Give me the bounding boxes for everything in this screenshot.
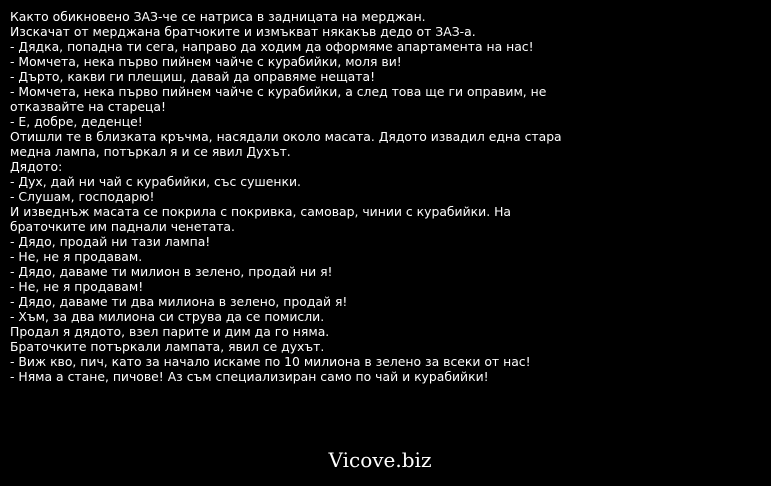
joke-line: Както обикновено ЗАЗ-че се натриса в задницата на мерджан.: [10, 9, 426, 24]
joke-line: - Слушам, господарю!: [10, 189, 155, 204]
joke-text: [10, 9, 562, 384]
joke-line: - Дядо, продай ни тази лампа!: [10, 234, 211, 249]
joke-line: - Момчета, нека първо пийнем чайче с курабийки, а след това ще ги оправим, не: [10, 84, 547, 99]
joke-line: Браточките потъркали лампата, явил се духът.: [10, 339, 325, 354]
joke-line: Изскачат от мерджана братчоките и измъкват някакъв дедо от ЗАЗ-а.: [10, 24, 476, 39]
joke-line: - Виж кво, пич, като за начало искаме по 10 милиона в зелено за всеки от нас!: [10, 354, 531, 369]
joke-line: - Не, не я продавам.: [10, 249, 143, 264]
joke-line: - Дърто, какви ги плещиш, давай да оправяме нещата!: [10, 69, 376, 84]
joke-line: Продал я дядото, взел парите и дим да го няма.: [10, 324, 330, 339]
joke-line: - Няма а стане, пичове! Аз съм специализиран само по чай и курабийки!: [10, 369, 489, 384]
joke-line: - Дядо, даваме ти милион в зелено, продай ни я!: [10, 264, 333, 279]
joke-line: Дядото:: [10, 159, 63, 174]
joke-line: - Дядка, попадна ти сега, направо да ходим да оформяме апартамента на нас!: [10, 39, 534, 54]
joke-line: - Момчета, нека първо пийнем чайче с курабийки, моля ви!: [10, 54, 402, 69]
joke-line: - Е, добре, деденце!: [10, 114, 143, 129]
joke-line: И изведнъж масата се покрила с покривка, самовар, чинии с курабийки. На: [10, 204, 511, 219]
joke-line: Отишли те в близката кръчма, насядали около масата. Дядото извадил една стара: [10, 129, 562, 144]
joke-line: - Хъм, за два милиона си струва да се помисли.: [10, 309, 325, 324]
site-name-caption: Vicove.biz: [328, 448, 432, 472]
joke-line: - Не, не я продавам!: [10, 279, 144, 294]
joke-line: - Дух, дай ни чай с курабийки, със сушенки.: [10, 174, 301, 189]
joke-line: отказвайте на стареца!: [10, 99, 166, 114]
joke-line: браточките им паднали ченетата.: [10, 219, 235, 234]
joke-line: медна лампа, потъркал я и се явил Духът.: [10, 144, 291, 159]
joke-line: - Дядо, даваме ти два милиона в зелено, продай я!: [10, 294, 348, 309]
